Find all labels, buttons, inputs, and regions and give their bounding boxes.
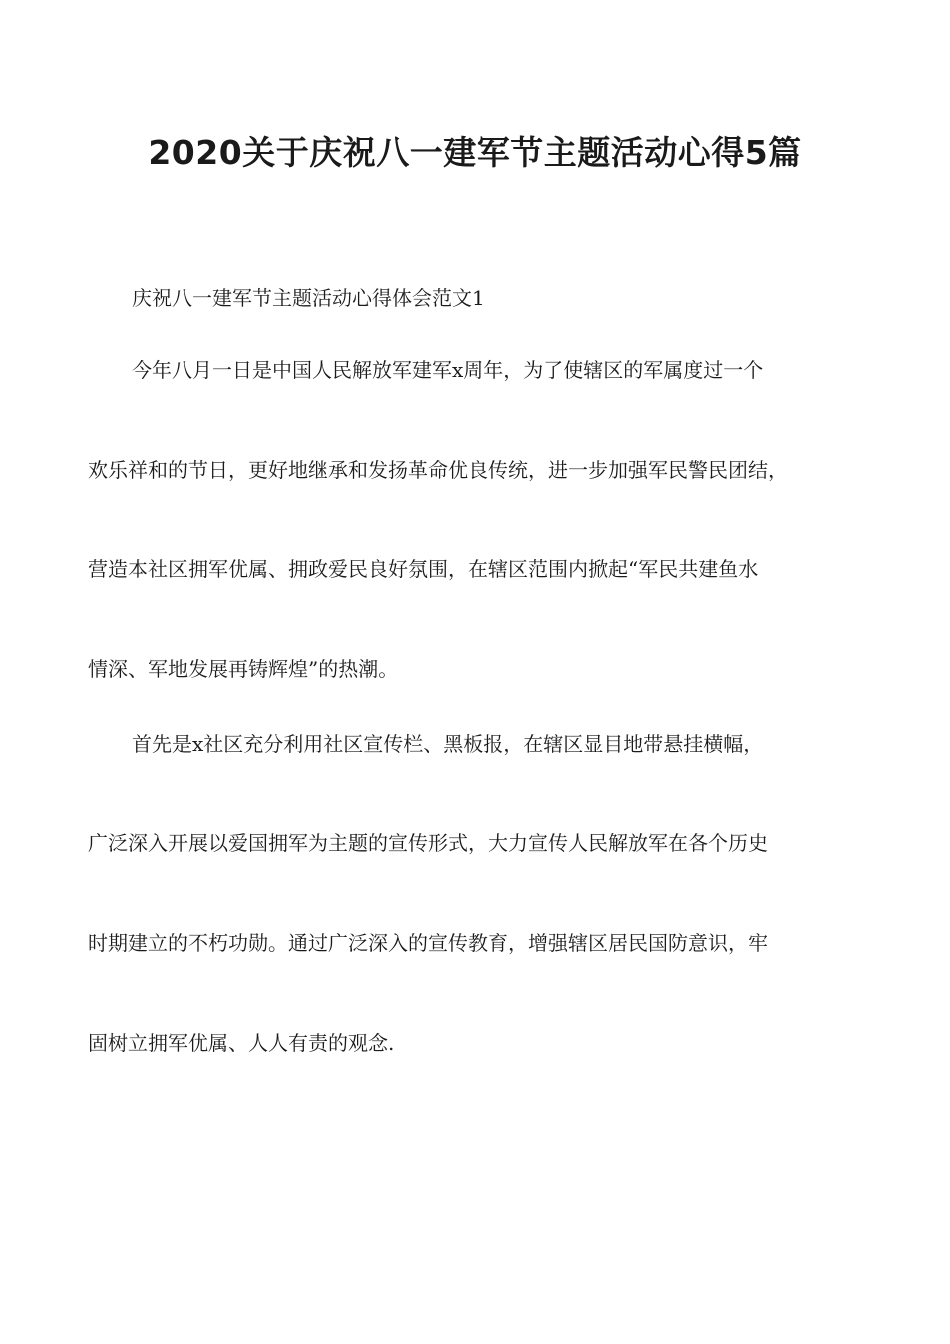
- paragraph-line: 广泛深入开展以爱国拥军为主题的宣传形式，大力宣传人民解放军在各个历史: [88, 831, 768, 855]
- paragraph-line: 固树立拥军优属、人人有责的观念.: [88, 1031, 395, 1055]
- paragraph-line: 今年八月一日是中国人民解放军建军x周年，为了使辖区的军属度过一个: [132, 358, 764, 382]
- paragraph-line: 时期建立的不朽功勋。通过广泛深入的宣传教育，增强辖区居民国防意识，牢: [88, 931, 768, 955]
- document-title: 2020关于庆祝八一建军节主题活动心得5篇: [148, 133, 802, 172]
- section-heading: 庆祝八一建军节主题活动心得体会范文1: [132, 286, 485, 310]
- paragraph-line: 情深、军地发展再铸辉煌”的热潮。: [88, 657, 399, 681]
- paragraph-line: 欢乐祥和的节日，更好地继承和发扬革命优良传统，进一步加强军民警民团结，: [88, 458, 788, 482]
- paragraph-line: 营造本社区拥军优属、拥政爱民良好氛围，在辖区范围内掀起“军民共建鱼水: [88, 557, 759, 581]
- paragraph-line: 首先是x社区充分利用社区宣传栏、黑板报，在辖区显目地带悬挂横幅，: [132, 732, 764, 756]
